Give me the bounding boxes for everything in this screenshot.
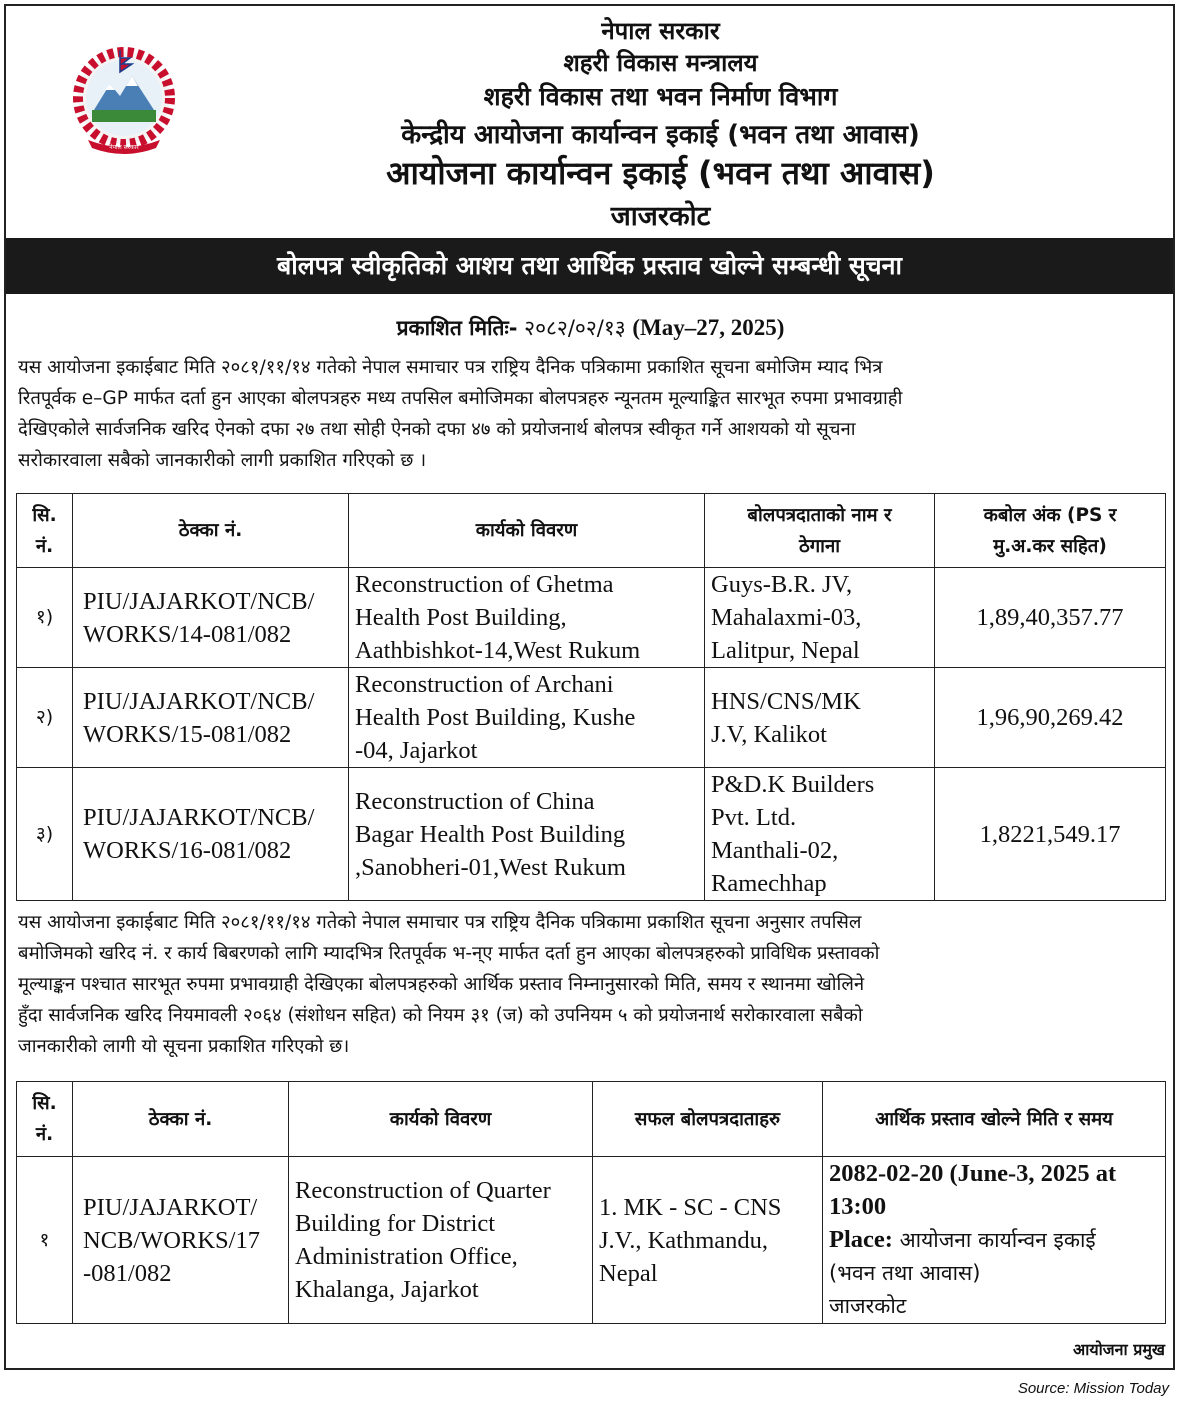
paragraph-line: मूल्याङ्कन पश्चात सारभूत रुपमा प्रभावग्राही देखिएका बोलपत्रहरुको आर्थिक प्रस्ताव निम्नानुसारको मिति, समय र स्थानमा खोलिने bbox=[18, 974, 865, 995]
header-line-1: नेपाल सरकार bbox=[601, 17, 720, 45]
table-row bbox=[17, 1157, 1166, 1324]
published-label: प्रकाशित मितिः- bbox=[396, 316, 518, 340]
col-sn: सि. नं. bbox=[17, 1082, 73, 1157]
header-line-6: जाजरकोट bbox=[610, 201, 711, 232]
paragraph-line: रितपूर्वक e–GP मार्फत दर्ता हुन आएका बोलपत्रहरु मध्य तपसिल बमोजिमका बोलपत्रहरु न्यूनतम मूल्याङ्कित सारभूत रुपमा प्रभावग्राही bbox=[18, 388, 903, 409]
schedule-time: 13:00 bbox=[829, 1193, 887, 1220]
header-line-3: शहरी विकास तथा भवन निर्माण विभाग bbox=[483, 82, 838, 111]
row-amount: 1,89,40,357.77 bbox=[935, 568, 1166, 668]
place-line-3: जाजरकोट bbox=[829, 1294, 907, 1318]
col-description: कार्यको विवरण bbox=[349, 494, 705, 568]
financial-opening-table bbox=[16, 1081, 1166, 1324]
paragraph-line: हुँदा सार्वजनिक खरिद नियमावली २०६४ (संशोधन सहित) को नियम ३१ (ज) को उपनियम ५ को प्रयोजनार्थ सरोकारवाला सबैको bbox=[18, 1005, 863, 1026]
place-label: Place: bbox=[829, 1226, 893, 1253]
emblem-caption: नेपाल सरकार bbox=[109, 144, 139, 151]
row-sn: १) bbox=[17, 568, 73, 668]
header-line-4: केन्द्रीय आयोजना कार्यान्वन इकाई (भवन तथा आवास) bbox=[401, 120, 920, 150]
col-sn: सि. नं. bbox=[17, 494, 73, 568]
row-amount: 1,8221,549.17 bbox=[935, 768, 1166, 901]
notice-title-banner: बोलपत्र स्वीकृतिको आशय तथा आर्थिक प्रस्ताव खोल्ने सम्बन्धी सूचना bbox=[6, 238, 1173, 294]
signature-designation: आयोजना प्रमुख bbox=[1072, 1340, 1165, 1359]
nepal-government-emblem bbox=[58, 40, 190, 160]
schedule-date: 2082-02-20 (June-3, 2025 at bbox=[829, 1160, 1117, 1187]
col-contract: ठेक्का नं. bbox=[73, 494, 349, 568]
published-date-np: २०८२/०२/१३ bbox=[524, 316, 626, 340]
col-bidders: सफल बोलपत्रदाताहरु bbox=[593, 1082, 823, 1157]
row-bidder: HNS/CNS/MK J.V, Kalikot bbox=[705, 668, 935, 768]
paragraph-line: बमोजिमको खरिद नं. र कार्य बिबरणको लागि म्यादभित्र रितपूर्वक भ-न्ए मार्फत दर्ता हुन आएका बोलपत्रहरुको प्राविधिक प्रस्तावको bbox=[18, 943, 880, 964]
row-amount: 1,96,90,269.42 bbox=[935, 668, 1166, 768]
financial-proposal-paragraph bbox=[18, 907, 1167, 1062]
source-credit: Source: Mission Today bbox=[1017, 1380, 1169, 1397]
header-line-5: आयोजना कार्यान्वन इकाई (भवन तथा आवास) bbox=[386, 154, 935, 192]
col-contract: ठेक्का नं. bbox=[73, 1082, 289, 1157]
table-header-row bbox=[17, 494, 1166, 568]
intro-paragraph bbox=[18, 352, 1167, 476]
header-line-2: शहरी विकास मन्त्रालय bbox=[563, 49, 758, 77]
place-value: आयोजना कार्यान्वन इकाई bbox=[892, 1228, 1096, 1252]
col-bidder: बोलपत्रदाताको नाम र ठेगाना bbox=[705, 494, 935, 568]
paragraph-line: सरोकारवाला सबैको जानकारीको लागी प्रकाशित गरिएको छ । bbox=[18, 450, 427, 471]
row-description: Reconstruction of Quarter Building for District Administration Office, Khalanga, Jajarkot bbox=[289, 1157, 593, 1324]
published-date-en: (May–27, 2025) bbox=[632, 315, 785, 340]
row-sn: २) bbox=[17, 668, 73, 768]
row-description: Reconstruction of Ghetma Health Post Building, Aathbishkot-14,West Rukum bbox=[349, 568, 705, 668]
paragraph-line: जानकारीको लागी यो सूचना प्रकाशित गरिएको छ। bbox=[18, 1036, 350, 1057]
paragraph-line: यस आयोजना इकाईबाट मिति २०८१/११/१४ गतेको नेपाल समाचार पत्र राष्ट्रिय दैनिक पत्रिकामा प्रकाशित सूचना बमोजिम म्याद भित्र bbox=[18, 357, 883, 378]
intent-award-table bbox=[16, 493, 1166, 901]
paragraph-line: यस आयोजना इकाईबाट मिति २०८१/११/१४ गतेको नेपाल समाचार पत्र राष्ट्रिय दैनिक पत्रिकामा प्रकाशित सूचना अनुसार तपसिल bbox=[18, 912, 862, 933]
place-line-2: (भवन तथा आवास) bbox=[829, 1261, 981, 1285]
paragraph-line: देखिएकोले सार्वजनिक खरिद ऐनको दफा २७ तथा सोही ऐनको दफा ४७ को प्रयोजनार्थ बोलपत्र स्वीकृत गर्ने आशयको यो सूचना bbox=[18, 419, 856, 440]
row-sn: १ bbox=[17, 1157, 73, 1324]
row-contract: PIU/JAJARKOT/NCB/ WORKS/14-081/082 bbox=[73, 568, 349, 668]
row-description: Reconstruction of Archani Health Post Building, Kushe -04, Jajarkot bbox=[349, 668, 705, 768]
row-bidder: P&D.K Builders Pvt. Ltd. Manthali-02, Ramechhap bbox=[705, 768, 935, 901]
row-contract: PIU/JAJARKOT/NCB/ WORKS/16-081/082 bbox=[73, 768, 349, 901]
published-date bbox=[0, 314, 1181, 342]
table-row bbox=[17, 768, 1166, 901]
row-description: Reconstruction of China Bagar Health Post Building ,Sanobheri-01,West Rukum bbox=[349, 768, 705, 901]
col-description: कार्यको विवरण bbox=[289, 1082, 593, 1157]
col-schedule: आर्थिक प्रस्ताव खोल्ने मिति र समय bbox=[823, 1082, 1166, 1157]
col-amount: कबोल अंक (PS र मु.अ.कर सहित) bbox=[935, 494, 1166, 568]
row-contract: PIU/JAJARKOT/ NCB/WORKS/17 -081/082 bbox=[73, 1157, 289, 1324]
row-contract: PIU/JAJARKOT/NCB/ WORKS/15-081/082 bbox=[73, 668, 349, 768]
row-bidder: Guys-B.R. JV, Mahalaxmi-03, Lalitpur, Nepal bbox=[705, 568, 935, 668]
row-schedule bbox=[823, 1157, 1166, 1324]
table-header-row bbox=[17, 1082, 1166, 1157]
row-bidders: 1. MK - SC - CNS J.V., Kathmandu, Nepal bbox=[593, 1157, 823, 1324]
table-row bbox=[17, 568, 1166, 668]
row-sn: ३) bbox=[17, 768, 73, 901]
table-row bbox=[17, 668, 1166, 768]
